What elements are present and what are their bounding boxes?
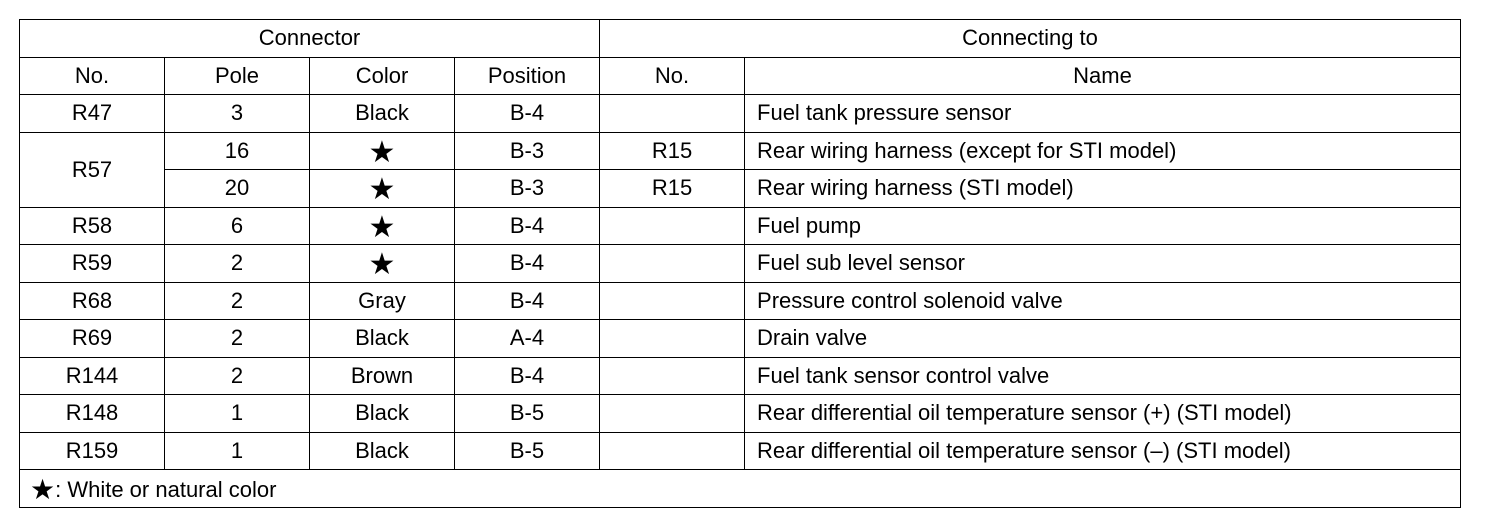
cell-pole: 3 [165, 95, 310, 133]
cell-connecting-no [600, 432, 745, 470]
cell-connecting-no [600, 395, 745, 433]
group-header-row [20, 20, 1461, 58]
cell-name: Rear differential oil temperature sensor (+) (STI model) [745, 395, 1461, 433]
cell-color: Gray [310, 282, 455, 320]
cell-pole: 16 [165, 132, 310, 170]
cell-connecting-no [600, 320, 745, 358]
cell-position: B-4 [455, 245, 600, 283]
cell-position: B-4 [455, 207, 600, 245]
table-row [20, 320, 1461, 358]
cell-connecting-no: R15 [600, 132, 745, 170]
column-header-row [20, 57, 1461, 95]
star-icon: ★ [368, 248, 396, 282]
cell-pole: 20 [165, 170, 310, 208]
cell-position: B-4 [455, 357, 600, 395]
star-icon: ★ [368, 210, 396, 244]
cell-pole: 1 [165, 395, 310, 433]
cell-no: R59 [20, 245, 165, 283]
cell-color: Black [310, 432, 455, 470]
cell-pole: 2 [165, 282, 310, 320]
cell-pole: 6 [165, 207, 310, 245]
table-row [20, 282, 1461, 320]
column-header-connecting-no: No. [600, 57, 745, 95]
cell-position: B-4 [455, 95, 600, 133]
cell-connecting-no [600, 207, 745, 245]
table-row [20, 170, 1461, 208]
cell-color [310, 132, 455, 170]
column-header-no: No. [20, 57, 165, 95]
cell-position: B-3 [455, 132, 600, 170]
cell-name: Fuel sub level sensor [745, 245, 1461, 283]
group-header-connecting-to: Connecting to [600, 20, 1461, 58]
star-icon: ★ [30, 474, 56, 506]
table-row [20, 432, 1461, 470]
cell-position: B-5 [455, 432, 600, 470]
cell-no: R148 [20, 395, 165, 433]
cell-position: B-4 [455, 282, 600, 320]
cell-no: R47 [20, 95, 165, 133]
footnote-text: : White or natural color [55, 477, 277, 503]
cell-color [310, 170, 455, 208]
cell-pole: 2 [165, 320, 310, 358]
group-header-connector: Connector [20, 20, 600, 58]
cell-color [310, 245, 455, 283]
cell-no: R144 [20, 357, 165, 395]
cell-color: Black [310, 95, 455, 133]
cell-connecting-no [600, 95, 745, 133]
cell-color: Black [310, 320, 455, 358]
cell-pole: 2 [165, 245, 310, 283]
cell-name: Fuel tank pressure sensor [745, 95, 1461, 133]
cell-name: Rear differential oil temperature sensor (–) (STI model) [745, 432, 1461, 470]
cell-name: Fuel pump [745, 207, 1461, 245]
column-header-name: Name [745, 57, 1461, 95]
cell-color: Black [310, 395, 455, 433]
column-header-pole: Pole [165, 57, 310, 95]
cell-color [310, 207, 455, 245]
cell-pole: 1 [165, 432, 310, 470]
column-header-color: Color [310, 57, 455, 95]
table-row [20, 245, 1461, 283]
cell-no: R58 [20, 207, 165, 245]
cell-pole: 2 [165, 357, 310, 395]
cell-connecting-no: R15 [600, 170, 745, 208]
cell-name: Rear wiring harness (STI model) [745, 170, 1461, 208]
cell-position: B-5 [455, 395, 600, 433]
footnote [20, 470, 1461, 508]
cell-name: Fuel tank sensor control valve [745, 357, 1461, 395]
cell-position: B-3 [455, 170, 600, 208]
cell-no: R159 [20, 432, 165, 470]
table-row [20, 207, 1461, 245]
star-icon: ★ [368, 173, 396, 207]
cell-no: R69 [20, 320, 165, 358]
cell-no: R57 [20, 132, 165, 207]
table-row [20, 357, 1461, 395]
table-row [20, 132, 1461, 170]
cell-connecting-no [600, 357, 745, 395]
cell-connecting-no [600, 282, 745, 320]
table-row [20, 95, 1461, 133]
footnote-row [20, 470, 1461, 508]
connector-table [19, 19, 1461, 508]
star-icon: ★ [368, 135, 396, 169]
cell-name: Drain valve [745, 320, 1461, 358]
cell-position: A-4 [455, 320, 600, 358]
column-header-position: Position [455, 57, 600, 95]
cell-no: R68 [20, 282, 165, 320]
cell-connecting-no [600, 245, 745, 283]
table-row [20, 395, 1461, 433]
cell-name: Rear wiring harness (except for STI model) [745, 132, 1461, 170]
cell-name: Pressure control solenoid valve [745, 282, 1461, 320]
cell-color: Brown [310, 357, 455, 395]
